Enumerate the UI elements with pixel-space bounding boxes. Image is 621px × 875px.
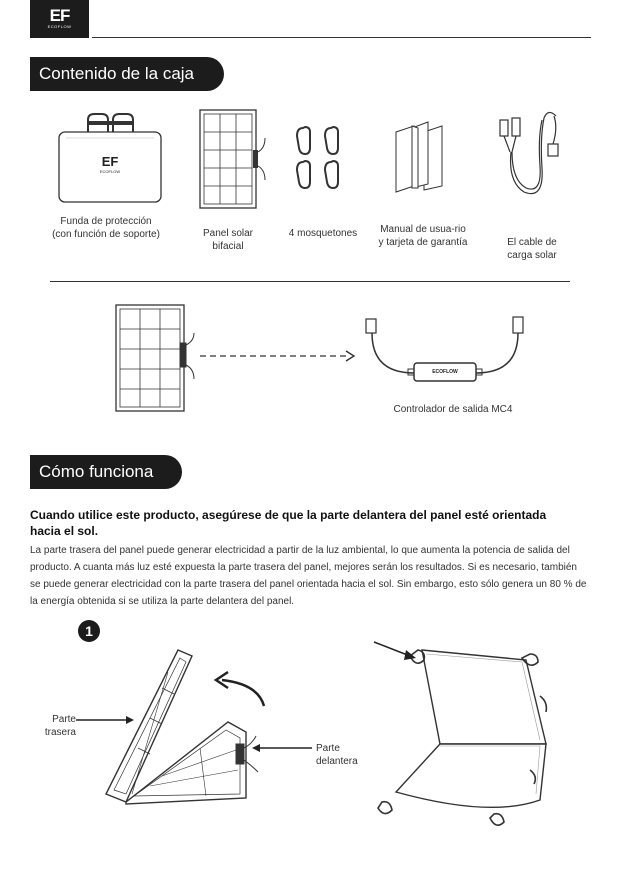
user-manual-illustration [390, 118, 446, 194]
section-divider [50, 281, 570, 282]
step-number-badge: 1 [78, 620, 100, 642]
how-lead-text: Cuando utilice este producto, asegúrese de que la parte delantera del panel esté orientada hacia el sol. [30, 508, 547, 538]
back-side-pointer-arrow [76, 716, 136, 724]
caption-solar-panel: Panel solar bifacial [202, 228, 254, 252]
label-front-side: Parte delantera [316, 743, 358, 767]
header-rule [92, 37, 591, 38]
caption-mc4-controller: Controlador de salida MC4 [393, 404, 513, 415]
section-heading-how-it-works: Cómo funciona [30, 455, 182, 489]
bag-logo-word: ECOFLOW [99, 169, 121, 174]
label-back-side: Parte trasera [44, 714, 76, 738]
section-heading-box-contents: Contenido de la caja [30, 57, 224, 91]
bag-logo-mark: EF [101, 154, 119, 169]
brand-logo [30, 0, 89, 38]
controller-device-text: ECOFLOW [432, 369, 458, 375]
fold-direction-arrow-icon [214, 670, 270, 710]
logo-mark: EF [49, 6, 70, 25]
logo-word: ECOFLOW [47, 24, 72, 29]
how-body-text: La parte trasera del panel puede generar electricidad a partir de la luz ambiental, lo que aumenta la potencia de salida del producto. A cuanta más luz esté expuesta la parte trasera del panel, mejores serán los resultados. Si es necesario, también se puede generar electricidad con la parte trasera del panel orientada hacia el sol. Sin embargo, esto sólo genera un 80 % de la energía obtenida si se utiliza la parte delantera del panel. [30, 545, 587, 607]
carabiners-illustration [295, 124, 347, 192]
caption-user-manual: Manual de usua-rio y tarjeta de garantía [378, 224, 468, 248]
caption-protective-bag: Funda de protección (con función de soporte) [52, 216, 160, 240]
caption-carabiners: 4 mosquetones [288, 228, 358, 239]
carabiner-pointer-arrow [372, 640, 420, 664]
solar-panel-illustration [199, 108, 273, 210]
panel-to-controller-diagram [114, 303, 544, 415]
solar-charging-cable-illustration [496, 108, 568, 200]
caption-charging-cable: El cable de carga solar [507, 237, 557, 261]
front-side-pointer-arrow [252, 744, 312, 752]
panel-with-carabiners-illustration [370, 640, 556, 836]
